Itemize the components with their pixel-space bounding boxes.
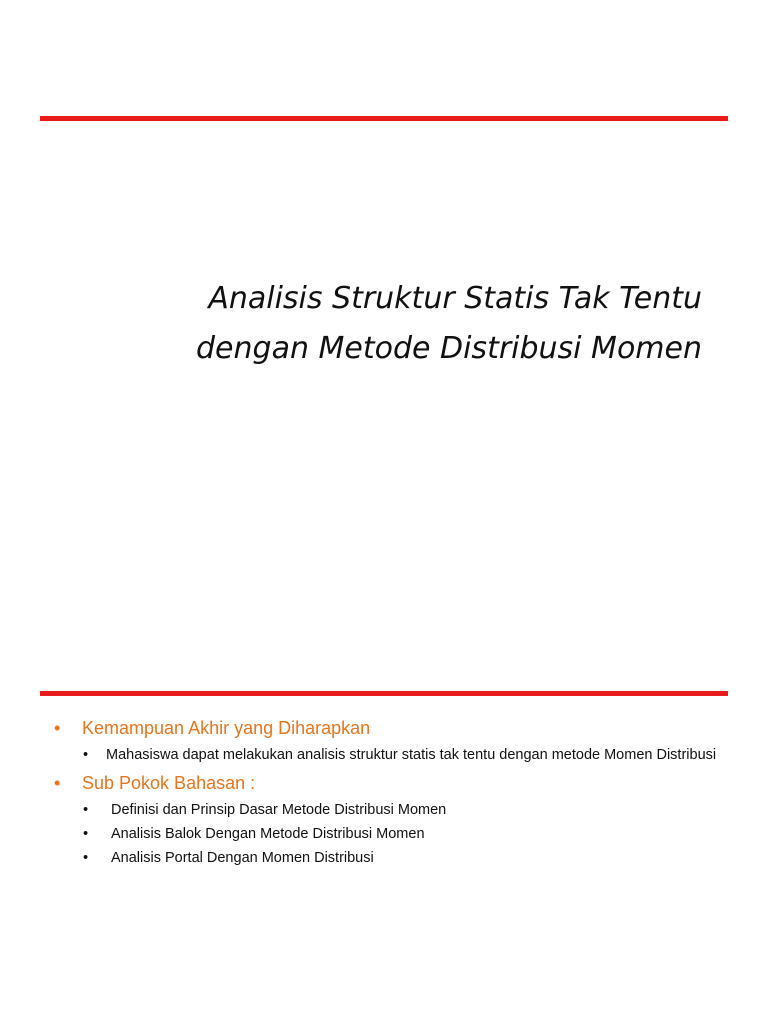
bullet-icon: •: [54, 773, 61, 793]
list-item-text: Analisis Portal Dengan Momen Distribusi: [111, 850, 374, 866]
list-item: [52, 824, 732, 844]
top-divider: [40, 116, 728, 121]
title-line-1: Analisis Struktur Statis Tak Tentu: [208, 281, 702, 316]
section-heading-learning-outcome: [52, 714, 732, 742]
bullet-icon: •: [83, 802, 89, 818]
subtopics-list: [52, 800, 732, 868]
title-line-2: dengan Metode Distribusi Momen: [196, 331, 702, 366]
list-item: [52, 848, 732, 868]
bullet-icon: •: [83, 850, 89, 866]
slide-title: [60, 274, 702, 374]
list-item-text: Definisi dan Prinsip Dasar Metode Distribusi Momen: [111, 802, 447, 818]
section-heading-label: Kemampuan Akhir yang Diharapkan: [82, 718, 371, 738]
bullet-icon: •: [83, 826, 89, 842]
list-item: [52, 800, 732, 820]
list-item-text: Analisis Balok Dengan Metode Distribusi Momen: [111, 826, 425, 842]
bullet-icon: •: [83, 747, 89, 763]
middle-divider: [40, 691, 728, 696]
section-heading-subtopics: [52, 769, 732, 797]
list-item-text: Mahasiswa dapat melakukan analisis struktur statis tak tentu dengan metode Momen Distribusi: [106, 747, 717, 763]
bullet-icon: •: [54, 718, 61, 738]
list-item: [52, 745, 732, 765]
section-heading-label: Sub Pokok Bahasan :: [82, 773, 256, 793]
learning-outcome-list: [52, 745, 732, 765]
slide-outline: [52, 714, 732, 872]
